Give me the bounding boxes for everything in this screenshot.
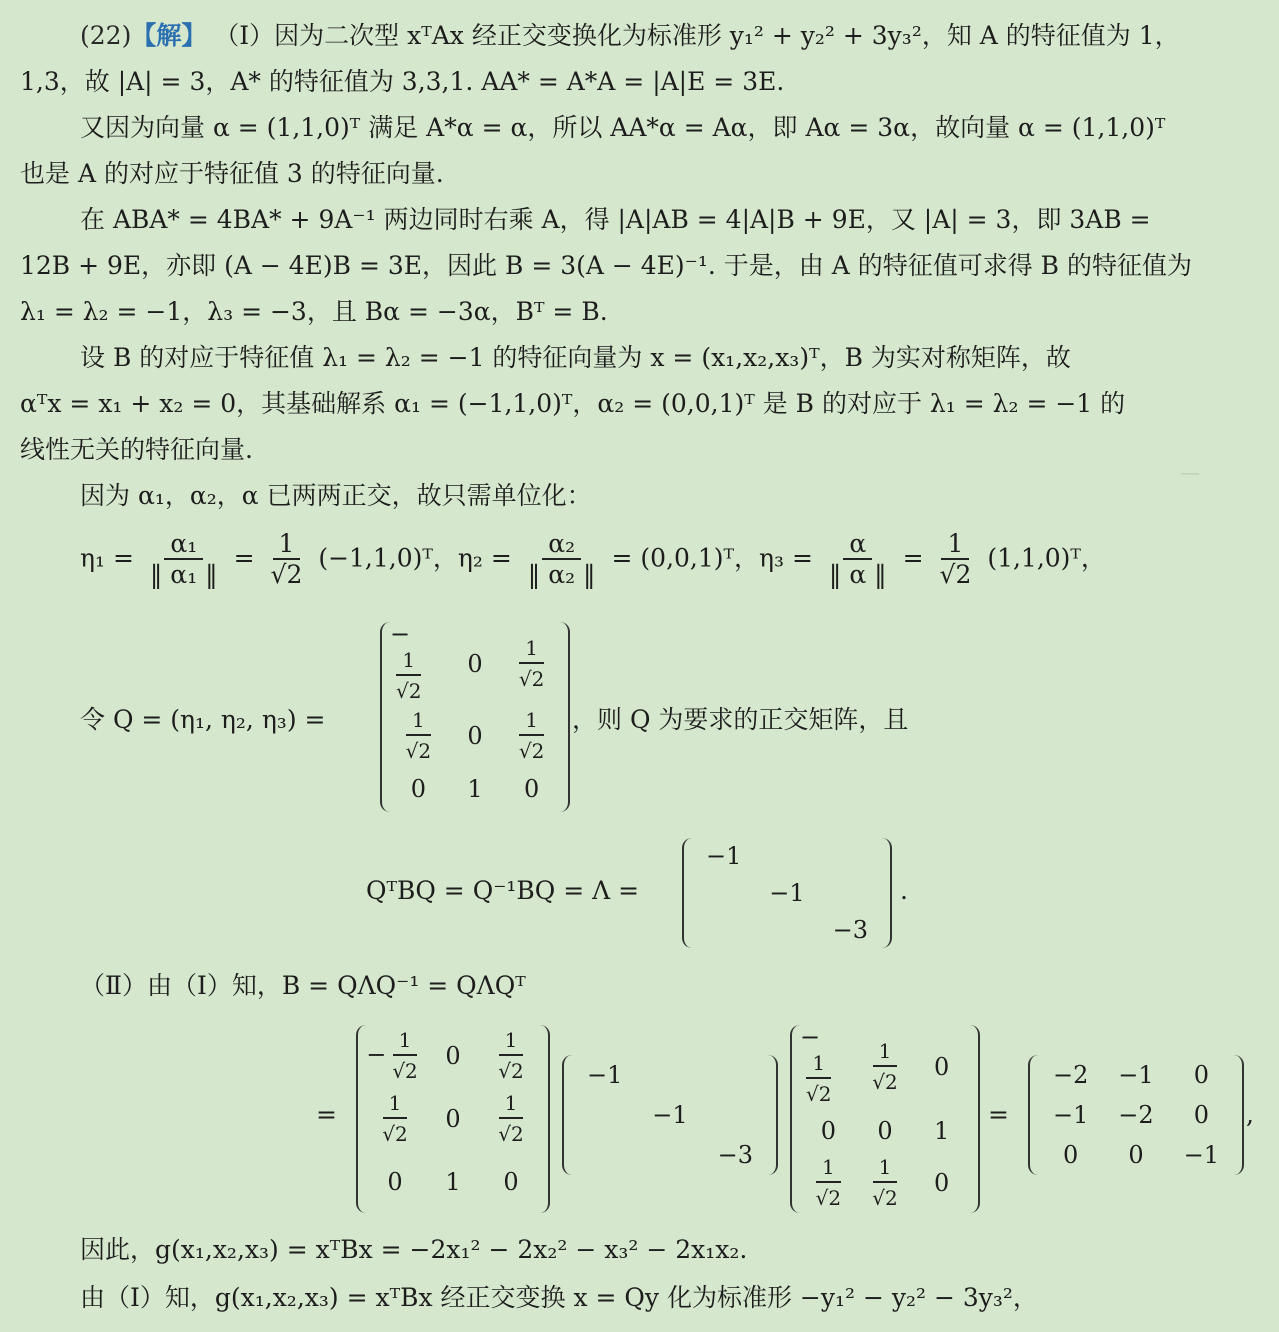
q-definition-rhs: ，则 Q 为要求的正交矩阵，且 (572, 705, 909, 734)
part1-line-9: αᵀx = x₁ + x₂ = 0，其基础解系 α₁ = (−1,1,0)ᵀ，α₂ = (0,0,1)ᵀ 是 B 的对应于 λ₁ = λ₂ = −1 的 (20, 389, 1126, 418)
lambda-matrix-2: −1 −1 −3 (562, 1055, 778, 1175)
eta2-vector: = (0,0,1)ᵀ，η₃ = (611, 543, 813, 573)
q-transpose-matrix: − $\frac{1}{√2}$ $\frac{1}{√2}$ 0 0 0 1 $\frac{1}{√2}$ $\frac{1}{√2}$ 0 (790, 1025, 980, 1213)
inv-sqrt2-fraction: $\frac{1}{√2}$ (270, 529, 303, 589)
lambda22: −1 (769, 878, 805, 907)
lambda33: −3 (832, 915, 869, 944)
part1-line-2: 1,3，故 |A| = 3，A* 的特征值为 3,3,1. AA* = A*A = |A|E = 3E. (20, 67, 785, 96)
q11: − $\frac{1}{√2}$ (390, 620, 422, 703)
part2-equals-2: = (988, 1100, 1009, 1129)
q31: 0 (410, 775, 426, 803)
g-expression-line: 因此，g(x₁,x₂,x₃) = xᵀBx = −2x₁² − 2x₂² − x₃² − 2x₁x₂. (80, 1235, 748, 1264)
part1-line-1 (80, 20, 1180, 52)
part1-line-8: 设 B 的对应于特征值 λ₁ = λ₂ = −1 的特征向量为 x = (x₁,x₂,x₃)ᵀ，B 为实对称矩阵，故 (80, 343, 1071, 372)
q12: 0 (467, 650, 483, 678)
solution-mark: 【解】 (131, 21, 207, 50)
part1-line-10: 线性无关的特征向量. (20, 435, 253, 464)
part1-line-11: 因为 α₁，α₂，α 已两两正交，故只需单位化： (80, 481, 592, 510)
eta1-vector: (−1,1,0)ᵀ，η₂ = (318, 543, 512, 573)
diag-lhs: QᵀBQ = Q⁻¹BQ = Λ = (366, 876, 640, 905)
lambda-matrix (682, 838, 892, 948)
part2-heading: （Ⅱ）由（Ⅰ）知，B = QΛQ⁻¹ = QΛQᵀ (80, 971, 526, 1000)
eta3-fraction: $\frac{\alpha}{‖ \alpha ‖}$ (828, 529, 887, 589)
part1-line-3: 又因为向量 α = (1,1,0)ᵀ 满足 A*α = α，所以 AA*α = Aα，即 Aα = 3α，故向量 α = (1,1,0)ᵀ (80, 113, 1166, 142)
q21: $\frac{1}{√2}$ (405, 708, 432, 763)
q23: $\frac{1}{√2}$ (518, 708, 545, 763)
q-matrix-2: − $\frac{1}{√2}$ 0 $\frac{1}{√2}$ $\frac{1}{√2}$ 0 $\frac{1}{√2}$ 0 1 0 (356, 1025, 550, 1213)
eta2-fraction: $\frac{\text{α₂}}{\text{‖ α₂ ‖}}$ (527, 529, 596, 589)
part1-line-6: 12B + 9E，亦即 (A − 4E)B = 3E，因此 B = 3(A − 4E)⁻¹. 于是，由 A 的特征值可求得 B 的特征值为 (20, 251, 1192, 280)
part1-text-1: （Ⅰ）因为二次型 xᵀAx 经正交变换化为标准形 y₁² + y₂² + 3y₃²，知 A 的特征值为 1， (214, 21, 1180, 50)
part1-line-5: 在 ABA* = 4BA* + 9A⁻¹ 两边同时右乘 A，得 |A|AB = 4|A|B + 9E，又 |A| = 3，即 3AB = (80, 205, 1151, 234)
part2-equals: = (316, 1100, 337, 1129)
problem-number: (22) (80, 21, 132, 50)
q32: 1 (467, 775, 483, 803)
lambda11: −1 (705, 842, 742, 871)
part1-line-7: λ₁ = λ₂ = −1，λ₃ = −3，且 Bα = −3α，Bᵀ = B. (20, 297, 608, 326)
q22: 0 (467, 722, 483, 750)
q33: 0 (524, 775, 540, 803)
part1-line-4: 也是 A 的对应于特征值 3 的特征向量. (20, 159, 444, 188)
eta3-vector: (1,1,0)ᵀ， (987, 543, 1106, 573)
q-matrix (380, 622, 570, 812)
result-comma: , (1246, 1100, 1254, 1129)
diag-period: . (900, 876, 908, 905)
eta1-lhs: η₁ = (80, 543, 134, 573)
g-canonical-line: 由（Ⅰ）知，g(x₁,x₂,x₃) = xᵀBx 经正交变换 x = Qy 化为标准形 −y₁² − y₂² − 3y₃²， (80, 1283, 1038, 1312)
inv-sqrt2-fraction: $\frac{1}{√2}$ (939, 529, 972, 589)
q-definition-lhs: 令 Q = (η₁, η₂, η₃) = (80, 705, 326, 734)
bleed-through-text: — (1180, 460, 1200, 484)
b-result-matrix: −2 −1 0 −1 −2 0 0 0 −1 (1028, 1055, 1244, 1175)
q13: $\frac{1}{√2}$ (518, 636, 545, 691)
eta-equation: η₁ = $\frac{\text{α₁}}{\text{‖ α₁ ‖}}$ = $\frac{1}{√2}$ (−1,1,0)ᵀ，η₂ = $\frac{\text{α₂}}{\text{‖ α₂ ‖}}$ = (0,0,1)ᵀ，η₃ = $\frac{\alpha}{‖ \alpha ‖}$ = $\frac{1}{√2}$ (1,1,0)ᵀ， (80, 529, 1106, 589)
eta1-fraction: $\frac{\text{α₁}}{\text{‖ α₁ ‖}}$ (149, 529, 218, 589)
